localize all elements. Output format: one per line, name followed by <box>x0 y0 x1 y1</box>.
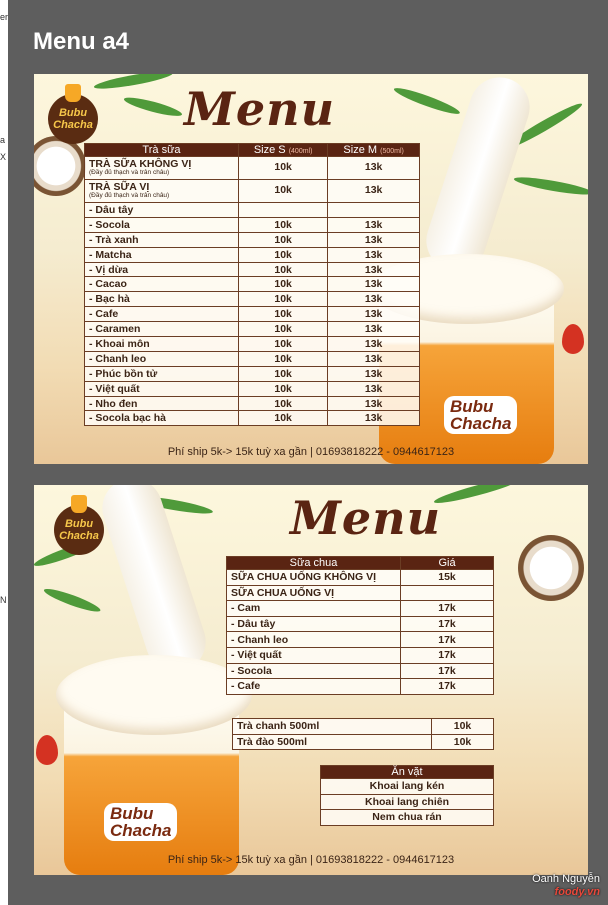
palm-leaf <box>513 174 588 198</box>
table-row <box>85 217 420 232</box>
item-name: - Cam <box>227 601 401 617</box>
milk-splash <box>95 485 214 679</box>
price-size-s <box>239 203 328 218</box>
edge-mark: a <box>0 135 6 145</box>
item-name: - Việt quất <box>85 381 239 396</box>
item-price: 17k <box>401 647 494 663</box>
cup-foam <box>56 655 252 735</box>
col-header-name: Sữa chua <box>227 557 401 570</box>
price-size-m: 13k <box>328 217 420 232</box>
item-name: SỮA CHUA UỐNG VỊ <box>227 585 401 601</box>
item-name: - Cafe <box>227 679 401 695</box>
item-name: - Khoai môn <box>85 337 239 352</box>
table-row <box>85 292 420 307</box>
table-row <box>227 570 494 586</box>
palm-leaf <box>93 74 174 92</box>
item-price: 17k <box>401 632 494 648</box>
table-row <box>85 157 420 180</box>
snacks-header: Ăn vặt <box>321 766 494 779</box>
item-name: - Socola <box>227 663 401 679</box>
menu-card-yogurt <box>34 485 588 875</box>
item-name: - Chanh leo <box>227 632 401 648</box>
item-name: - Matcha <box>85 247 239 262</box>
table-row <box>85 366 420 381</box>
brand-logo: Bubu Chacha <box>48 94 98 144</box>
shipping-info: Phí ship 5k-> 15k tuỳ xa gần | 01693818222 - 0944617123 <box>167 446 455 458</box>
price-size-s: 10k <box>239 411 328 426</box>
price-size-s: 10k <box>239 337 328 352</box>
item-name: - Cafe <box>85 307 239 322</box>
price-size-s: 10k <box>239 366 328 381</box>
snack-name: Khoai lang kén <box>321 779 494 795</box>
table-row <box>85 277 420 292</box>
price-size-m: 13k <box>328 337 420 352</box>
price-size-m: 13k <box>328 351 420 366</box>
price-size-s: 10k <box>239 322 328 337</box>
table-row <box>85 351 420 366</box>
item-name: - Caramen <box>85 322 239 337</box>
item-name: - Phúc bồn tử <box>85 366 239 381</box>
item-name: - Chanh leo <box>85 351 239 366</box>
milk-tea-price-table <box>84 143 420 426</box>
price-size-m: 13k <box>328 247 420 262</box>
table-row <box>227 601 494 617</box>
item-price: 17k <box>401 616 494 632</box>
col-header-price: Giá <box>401 557 494 570</box>
palm-leaf <box>433 485 523 507</box>
col-header-size-s: Size S (400ml) <box>239 144 328 157</box>
item-price: 17k <box>401 601 494 617</box>
price-size-s: 10k <box>239 381 328 396</box>
edge-mark: X <box>0 152 7 162</box>
cup-icon <box>65 84 81 102</box>
shipping-info: Phí ship 5k-> 15k tuỳ xa gần | 01693818222 - 0944617123 <box>167 854 455 866</box>
item-name: - Nho đen <box>85 396 239 411</box>
table-row <box>321 810 494 826</box>
table-row <box>85 307 420 322</box>
item-price: 15k <box>401 570 494 586</box>
item-price: 10k <box>432 734 494 750</box>
table-row <box>85 322 420 337</box>
table-row <box>85 247 420 262</box>
table-row <box>227 616 494 632</box>
edge-mark: N <box>0 595 7 605</box>
price-size-s: 10k <box>239 262 328 277</box>
table-row <box>227 663 494 679</box>
col-header-size-m: Size M (500ml) <box>328 144 420 157</box>
price-size-m: 13k <box>328 396 420 411</box>
price-size-m: 13k <box>328 180 420 203</box>
price-size-m: 13k <box>328 277 420 292</box>
price-size-m: 13k <box>328 381 420 396</box>
item-name: - Bạc hà <box>85 292 239 307</box>
price-size-s: 10k <box>239 307 328 322</box>
table-row <box>85 411 420 426</box>
strawberry-image <box>36 735 58 765</box>
table-row <box>233 734 494 750</box>
palm-leaf <box>123 94 184 119</box>
item-name: - Việt quất <box>227 647 401 663</box>
brand-logo: Bubu Chacha <box>54 505 104 555</box>
edge-mark: er <box>0 12 9 22</box>
yogurt-price-table <box>226 556 494 695</box>
item-name: Trà chanh 500ml <box>233 719 432 735</box>
table-row <box>321 794 494 810</box>
table-row <box>227 585 494 601</box>
price-size-m <box>328 203 420 218</box>
cup-brand-label: Bubu Chacha <box>444 396 517 434</box>
item-name: - Vị dừa <box>85 262 239 277</box>
item-name: - Socola bạc hà <box>85 411 239 426</box>
snacks-table <box>320 765 494 826</box>
snack-name: Khoai lang chiên <box>321 794 494 810</box>
table-row <box>233 719 494 735</box>
price-size-s: 10k <box>239 277 328 292</box>
table-row <box>85 232 420 247</box>
price-size-m: 13k <box>328 411 420 426</box>
price-size-s: 10k <box>239 157 328 180</box>
menu-title: Menu <box>184 82 336 136</box>
table-row <box>227 632 494 648</box>
item-name: Trà đào 500ml <box>233 734 432 750</box>
table-row <box>85 203 420 218</box>
tea-price-table <box>232 718 494 750</box>
item-name: - Dâu tây <box>227 616 401 632</box>
table-row <box>227 647 494 663</box>
item-name: - Dâu tây <box>85 203 239 218</box>
cup-icon <box>71 495 87 513</box>
item-note: (Đầy đủ thạch và trân châu) <box>89 192 170 200</box>
price-size-m: 13k <box>328 307 420 322</box>
menu-title: Menu <box>290 491 442 545</box>
item-price: 17k <box>401 679 494 695</box>
table-row <box>227 679 494 695</box>
price-size-s: 10k <box>239 396 328 411</box>
table-row <box>85 396 420 411</box>
table-row <box>85 262 420 277</box>
col-header-name: Trà sữa <box>85 144 239 157</box>
price-size-m: 13k <box>328 262 420 277</box>
strawberry-image <box>562 324 584 354</box>
palm-leaf <box>42 585 102 615</box>
table-row <box>85 180 420 203</box>
coconut-image <box>518 535 584 601</box>
price-size-s: 10k <box>239 217 328 232</box>
menu-card-milk-tea <box>34 74 588 464</box>
item-price <box>401 585 494 601</box>
price-size-m: 13k <box>328 292 420 307</box>
item-name: TRÀ SỮA VỊ (Đầy đủ thạch và trân châu) <box>85 180 239 203</box>
price-size-s: 10k <box>239 351 328 366</box>
item-note: (Đầy đủ thạch và trân châu) <box>89 169 170 177</box>
item-price: 10k <box>432 719 494 735</box>
table-row <box>85 337 420 352</box>
price-size-m: 13k <box>328 157 420 180</box>
price-size-s: 10k <box>239 232 328 247</box>
palm-leaf <box>392 84 461 117</box>
item-name: - Cacao <box>85 277 239 292</box>
price-size-m: 13k <box>328 232 420 247</box>
snack-name: Nem chua rán <box>321 810 494 826</box>
cup-brand-label: Bubu Chacha <box>104 803 177 841</box>
item-name: TRÀ SỮA KHÔNG VỊ (Đầy đủ thạch và trân châu) <box>85 157 239 180</box>
watermark: Oanh Nguyễn foody.vn <box>532 872 600 898</box>
left-edge-strip <box>0 0 8 905</box>
item-name: - Trà xanh <box>85 232 239 247</box>
item-name: SỮA CHUA UỐNG KHÔNG VỊ <box>227 570 401 586</box>
price-size-s: 10k <box>239 247 328 262</box>
price-size-m: 13k <box>328 322 420 337</box>
price-size-s: 10k <box>239 180 328 203</box>
item-name: - Socola <box>85 217 239 232</box>
coconut-image <box>34 136 86 196</box>
table-row <box>85 381 420 396</box>
page-heading: Menu a4 <box>33 28 130 55</box>
price-size-m: 13k <box>328 366 420 381</box>
table-row <box>321 779 494 795</box>
price-size-s: 10k <box>239 292 328 307</box>
item-price: 17k <box>401 663 494 679</box>
